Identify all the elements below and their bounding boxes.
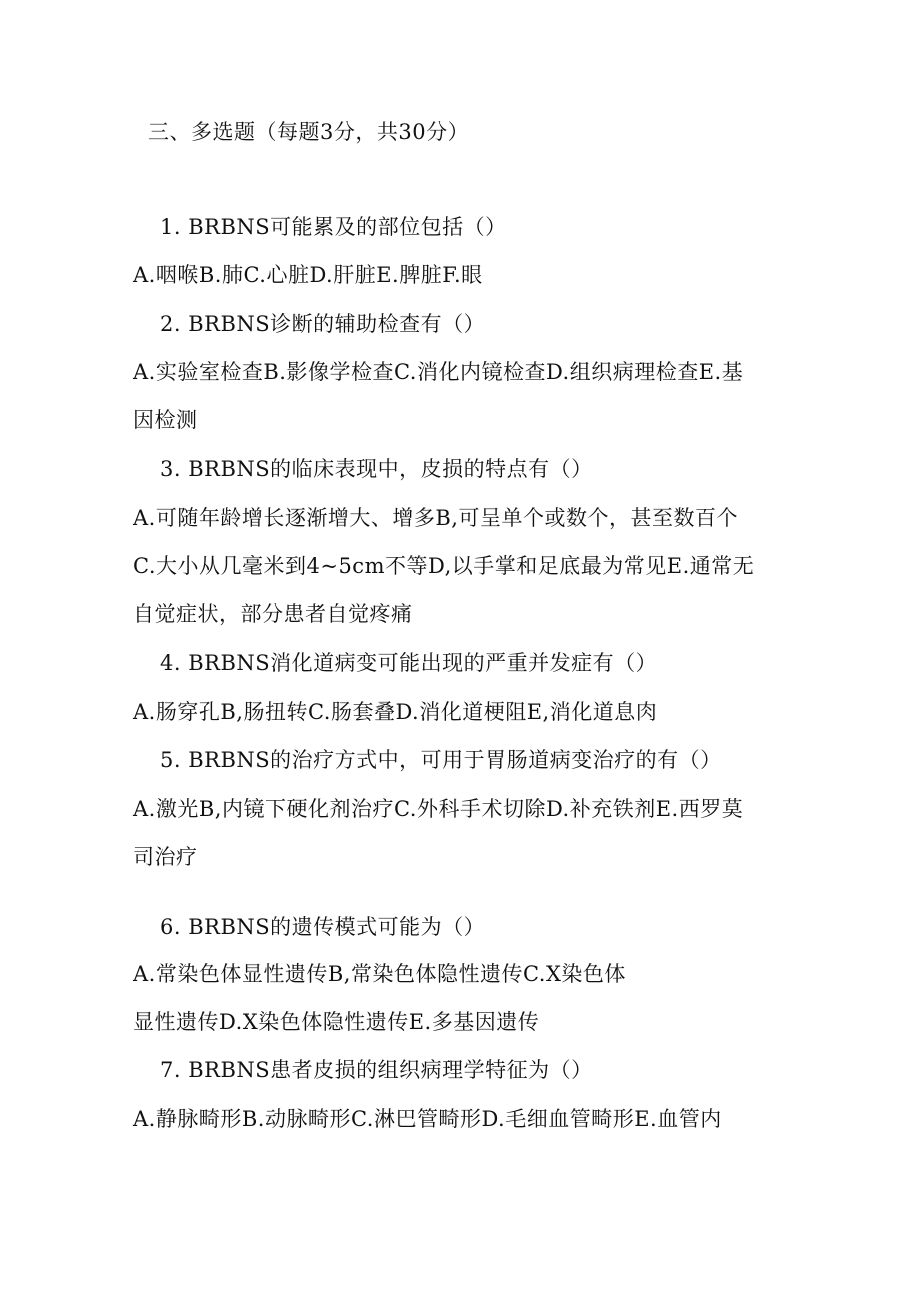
question-5-stem: 5. BRBNS的治疗方式中，可用于胃肠道病变治疗的有（） — [160, 748, 722, 772]
question-1-options-line-1: A.咽喉B.肺C.心脏D.肝脏E.脾脏F.眼 — [133, 263, 483, 287]
question-4-stem: 4. BRBNS消化道病变可能出现的严重并发症有（） — [160, 651, 658, 675]
question-3-options-line-3: 自觉症状，部分患者自觉疼痛 — [133, 602, 413, 626]
question-7-stem: 7. BRBNS患者皮损的组织病理学特征为（） — [160, 1058, 593, 1082]
question-5-options-line-1: A.激光B,内镜下硬化剂治疗C.外科手术切除D.补充铁剂E.西罗莫 — [133, 797, 744, 821]
question-2-options-line-1: A.实验室检查B.影像学检查C.消化内镜检查D.组织病理检查E.基 — [133, 360, 744, 384]
question-6-options-line-2: 显性遗传D.X染色体隐性遗传E.多基因遗传 — [133, 1010, 540, 1034]
section-title: 三、多选题（每题3分，共30分） — [148, 120, 470, 144]
question-1-stem: 1. BRBNS可能累及的部位包括（） — [160, 215, 507, 239]
question-6-options-line-1: A.常染色体显性遗传B,常染色体隐性遗传C.X染色体 — [133, 962, 626, 986]
question-5-options-line-2: 司治疗 — [133, 845, 198, 869]
question-2-options-line-2: 因检测 — [133, 408, 198, 432]
question-3-options-line-1: A.可随年龄增长逐渐增大、增多B,可呈单个或数个，甚至数百个 — [133, 506, 738, 530]
question-3-options-line-2: C.大小从几毫米到4~5cm不等D,以手掌和足底最为常见E.通常无 — [133, 554, 755, 578]
question-2-stem: 2. BRBNS诊断的辅助检查有（） — [160, 312, 486, 336]
question-4-options-line-1: A.肠穿孔B,肠扭转C.肠套叠D.消化道梗阻E,消化道息肉 — [133, 700, 658, 724]
question-3-stem: 3. BRBNS的临床表现中，皮损的特点有（） — [160, 457, 593, 481]
question-6-stem: 6. BRBNS的遗传模式可能为（） — [160, 915, 486, 939]
question-7-options-line-1: A.静脉畸形B.动脉畸形C.淋巴管畸形D.毛细血管畸形E.血管内 — [133, 1107, 722, 1131]
